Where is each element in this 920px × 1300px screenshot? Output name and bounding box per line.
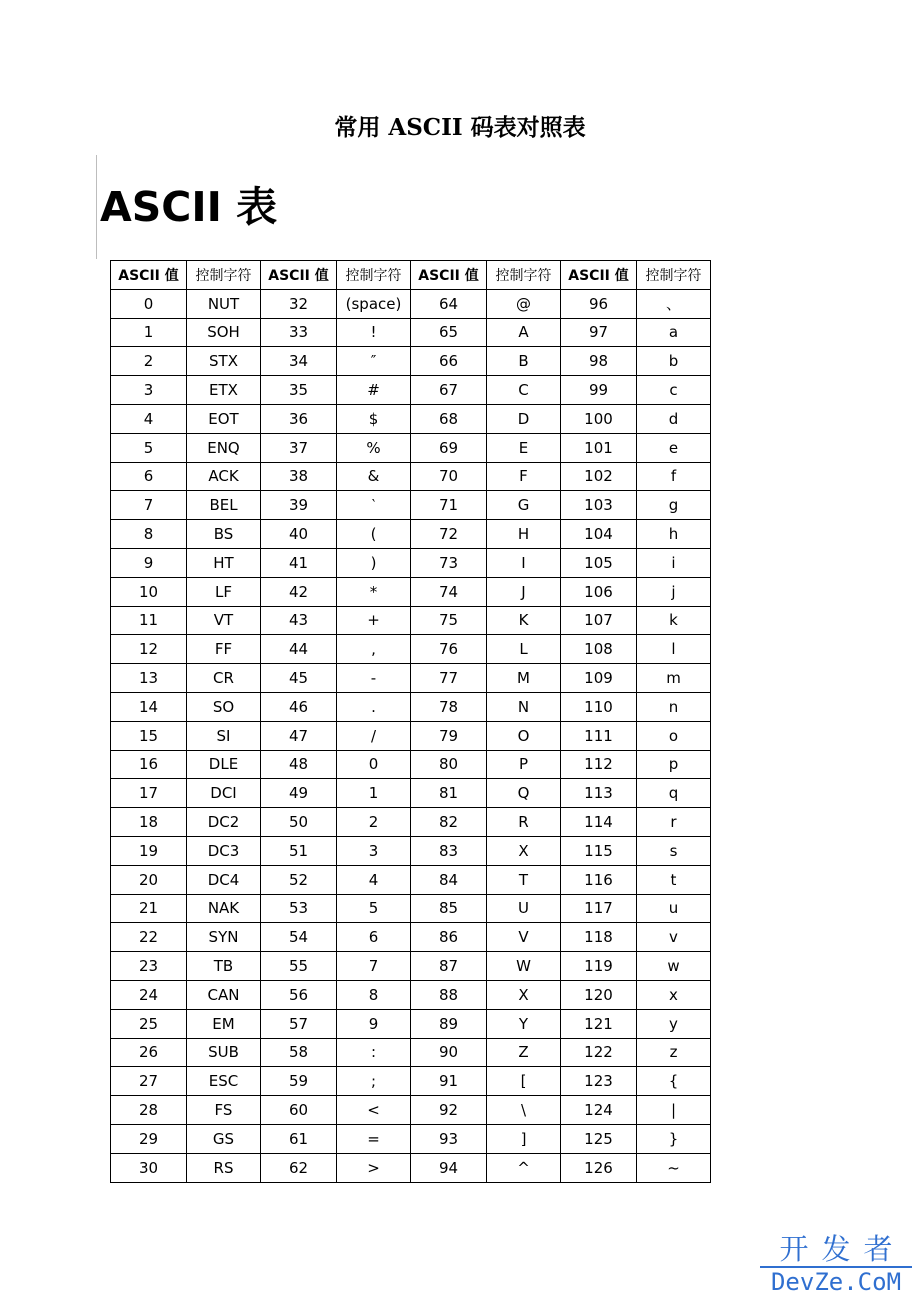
ascii-value-cell: 69 bbox=[411, 433, 487, 462]
control-char-cell: m bbox=[637, 664, 711, 693]
control-char-cell: ) bbox=[337, 548, 411, 577]
ascii-value-cell: 25 bbox=[111, 1009, 187, 1038]
table-body bbox=[111, 289, 711, 1182]
table-row bbox=[111, 289, 711, 318]
ascii-value-cell: 48 bbox=[261, 750, 337, 779]
ascii-value-cell: 71 bbox=[411, 491, 487, 520]
control-char-cell: CR bbox=[187, 664, 261, 693]
table-row bbox=[111, 894, 711, 923]
control-char-cell: w bbox=[637, 952, 711, 981]
table-row bbox=[111, 952, 711, 981]
ascii-table bbox=[110, 260, 711, 1183]
table-row bbox=[111, 923, 711, 952]
ascii-value-cell: 80 bbox=[411, 750, 487, 779]
ascii-value-cell: 9 bbox=[111, 548, 187, 577]
control-char-cell: ; bbox=[337, 1067, 411, 1096]
ascii-value-cell: 22 bbox=[111, 923, 187, 952]
control-char-cell: V bbox=[487, 923, 561, 952]
control-char-cell: 、 bbox=[637, 289, 711, 318]
control-char-cell: c bbox=[637, 376, 711, 405]
control-char-cell: x bbox=[637, 980, 711, 1009]
table-row bbox=[111, 1153, 711, 1182]
control-char-cell: C bbox=[487, 376, 561, 405]
ascii-value-cell: 120 bbox=[561, 980, 637, 1009]
ascii-value-cell: 91 bbox=[411, 1067, 487, 1096]
ascii-value-cell: 89 bbox=[411, 1009, 487, 1038]
control-char-cell: - bbox=[337, 664, 411, 693]
section-heading: ASCII 表 bbox=[100, 183, 278, 231]
ascii-value-cell: 107 bbox=[561, 606, 637, 635]
ascii-value-cell: 21 bbox=[111, 894, 187, 923]
ascii-value-cell: 12 bbox=[111, 635, 187, 664]
ascii-value-cell: 0 bbox=[111, 289, 187, 318]
control-char-cell: : bbox=[337, 1038, 411, 1067]
control-char-cell: N bbox=[487, 692, 561, 721]
column-header-ascii-value: ASCII 值 bbox=[411, 261, 487, 290]
ascii-value-cell: 79 bbox=[411, 721, 487, 750]
control-char-cell: X bbox=[487, 836, 561, 865]
ascii-value-cell: 57 bbox=[261, 1009, 337, 1038]
ascii-value-cell: 39 bbox=[261, 491, 337, 520]
ascii-value-cell: 119 bbox=[561, 952, 637, 981]
ascii-value-cell: 116 bbox=[561, 865, 637, 894]
control-char-cell: # bbox=[337, 376, 411, 405]
ascii-value-cell: 121 bbox=[561, 1009, 637, 1038]
control-char-cell: GS bbox=[187, 1124, 261, 1153]
ascii-value-cell: 53 bbox=[261, 894, 337, 923]
ascii-value-cell: 73 bbox=[411, 548, 487, 577]
table-row bbox=[111, 376, 711, 405]
ascii-value-cell: 55 bbox=[261, 952, 337, 981]
control-char-cell: 3 bbox=[337, 836, 411, 865]
ascii-value-cell: 65 bbox=[411, 318, 487, 347]
ascii-value-cell: 85 bbox=[411, 894, 487, 923]
control-char-cell: ! bbox=[337, 318, 411, 347]
ascii-value-cell: 42 bbox=[261, 577, 337, 606]
control-char-cell: q bbox=[637, 779, 711, 808]
ascii-value-cell: 96 bbox=[561, 289, 637, 318]
control-char-cell: Z bbox=[487, 1038, 561, 1067]
ascii-value-cell: 106 bbox=[561, 577, 637, 606]
table-row bbox=[111, 1067, 711, 1096]
control-char-cell: i bbox=[637, 548, 711, 577]
ascii-value-cell: 67 bbox=[411, 376, 487, 405]
ascii-value-cell: 83 bbox=[411, 836, 487, 865]
control-char-cell: DC4 bbox=[187, 865, 261, 894]
control-char-cell: 1 bbox=[337, 779, 411, 808]
control-char-cell: h bbox=[637, 520, 711, 549]
ascii-value-cell: 125 bbox=[561, 1124, 637, 1153]
control-char-cell: 5 bbox=[337, 894, 411, 923]
control-char-cell: ETX bbox=[187, 376, 261, 405]
ascii-value-cell: 93 bbox=[411, 1124, 487, 1153]
column-header-ascii-value: ASCII 值 bbox=[111, 261, 187, 290]
ascii-value-cell: 37 bbox=[261, 433, 337, 462]
table-row bbox=[111, 865, 711, 894]
control-char-cell: 2 bbox=[337, 808, 411, 837]
ascii-value-cell: 5 bbox=[111, 433, 187, 462]
control-char-cell: FF bbox=[187, 635, 261, 664]
ascii-value-cell: 32 bbox=[261, 289, 337, 318]
control-char-cell: L bbox=[487, 635, 561, 664]
control-char-cell: + bbox=[337, 606, 411, 635]
table-row bbox=[111, 347, 711, 376]
table-row bbox=[111, 664, 711, 693]
control-char-cell: 8 bbox=[337, 980, 411, 1009]
control-char-cell: y bbox=[637, 1009, 711, 1038]
control-char-cell: B bbox=[487, 347, 561, 376]
control-char-cell: f bbox=[637, 462, 711, 491]
column-header-ascii-value: ASCII 值 bbox=[261, 261, 337, 290]
control-char-cell: v bbox=[637, 923, 711, 952]
control-char-cell: Q bbox=[487, 779, 561, 808]
ascii-value-cell: 40 bbox=[261, 520, 337, 549]
control-char-cell: R bbox=[487, 808, 561, 837]
control-char-cell: | bbox=[637, 1096, 711, 1125]
control-char-cell: BS bbox=[187, 520, 261, 549]
control-char-cell: EM bbox=[187, 1009, 261, 1038]
ascii-value-cell: 118 bbox=[561, 923, 637, 952]
control-char-cell: ^ bbox=[487, 1153, 561, 1182]
ascii-value-cell: 33 bbox=[261, 318, 337, 347]
column-header-control-char: 控制字符 bbox=[487, 261, 561, 290]
control-char-cell: P bbox=[487, 750, 561, 779]
control-char-cell: F bbox=[487, 462, 561, 491]
control-char-cell: BEL bbox=[187, 491, 261, 520]
control-char-cell: 7 bbox=[337, 952, 411, 981]
control-char-cell: K bbox=[487, 606, 561, 635]
control-char-cell: \ bbox=[487, 1096, 561, 1125]
table-row bbox=[111, 548, 711, 577]
ascii-value-cell: 105 bbox=[561, 548, 637, 577]
control-char-cell: (space) bbox=[337, 289, 411, 318]
ascii-value-cell: 43 bbox=[261, 606, 337, 635]
ascii-value-cell: 6 bbox=[111, 462, 187, 491]
control-char-cell: 9 bbox=[337, 1009, 411, 1038]
control-char-cell: < bbox=[337, 1096, 411, 1125]
margin-rule bbox=[96, 155, 97, 259]
ascii-value-cell: 20 bbox=[111, 865, 187, 894]
control-char-cell: u bbox=[637, 894, 711, 923]
ascii-value-cell: 84 bbox=[411, 865, 487, 894]
control-char-cell: H bbox=[487, 520, 561, 549]
ascii-value-cell: 16 bbox=[111, 750, 187, 779]
ascii-value-cell: 72 bbox=[411, 520, 487, 549]
ascii-value-cell: 90 bbox=[411, 1038, 487, 1067]
control-char-cell: O bbox=[487, 721, 561, 750]
control-char-cell: , bbox=[337, 635, 411, 664]
ascii-value-cell: 100 bbox=[561, 404, 637, 433]
control-char-cell: DC3 bbox=[187, 836, 261, 865]
control-char-cell: X bbox=[487, 980, 561, 1009]
table-row bbox=[111, 635, 711, 664]
control-char-cell: ″ bbox=[337, 347, 411, 376]
control-char-cell: SOH bbox=[187, 318, 261, 347]
control-char-cell: DLE bbox=[187, 750, 261, 779]
control-char-cell: g bbox=[637, 491, 711, 520]
control-char-cell: M bbox=[487, 664, 561, 693]
control-char-cell: p bbox=[637, 750, 711, 779]
control-char-cell: @ bbox=[487, 289, 561, 318]
ascii-value-cell: 92 bbox=[411, 1096, 487, 1125]
table-header-row bbox=[111, 261, 711, 290]
ascii-value-cell: 86 bbox=[411, 923, 487, 952]
ascii-value-cell: 56 bbox=[261, 980, 337, 1009]
ascii-value-cell: 17 bbox=[111, 779, 187, 808]
watermark-cn-text: 开发者 bbox=[779, 1232, 906, 1266]
control-char-cell: b bbox=[637, 347, 711, 376]
ascii-value-cell: 35 bbox=[261, 376, 337, 405]
ascii-value-cell: 34 bbox=[261, 347, 337, 376]
ascii-value-cell: 13 bbox=[111, 664, 187, 693]
control-char-cell: t bbox=[637, 865, 711, 894]
control-char-cell: > bbox=[337, 1153, 411, 1182]
table-row bbox=[111, 692, 711, 721]
ascii-value-cell: 76 bbox=[411, 635, 487, 664]
control-char-cell: SO bbox=[187, 692, 261, 721]
control-char-cell: e bbox=[637, 433, 711, 462]
control-char-cell: l bbox=[637, 635, 711, 664]
ascii-value-cell: 104 bbox=[561, 520, 637, 549]
ascii-value-cell: 50 bbox=[261, 808, 337, 837]
ascii-value-cell: 38 bbox=[261, 462, 337, 491]
ascii-value-cell: 58 bbox=[261, 1038, 337, 1067]
control-char-cell: FS bbox=[187, 1096, 261, 1125]
ascii-value-cell: 45 bbox=[261, 664, 337, 693]
control-char-cell: DC2 bbox=[187, 808, 261, 837]
ascii-value-cell: 47 bbox=[261, 721, 337, 750]
control-char-cell: SYN bbox=[187, 923, 261, 952]
ascii-value-cell: 11 bbox=[111, 606, 187, 635]
ascii-value-cell: 117 bbox=[561, 894, 637, 923]
document-title: 常用 ASCII 码表对照表 bbox=[334, 114, 586, 141]
control-char-cell: j bbox=[637, 577, 711, 606]
control-char-cell: 6 bbox=[337, 923, 411, 952]
ascii-value-cell: 109 bbox=[561, 664, 637, 693]
table-row bbox=[111, 491, 711, 520]
ascii-value-cell: 36 bbox=[261, 404, 337, 433]
ascii-value-cell: 26 bbox=[111, 1038, 187, 1067]
control-char-cell: r bbox=[637, 808, 711, 837]
control-char-cell: ENQ bbox=[187, 433, 261, 462]
control-char-cell: SUB bbox=[187, 1038, 261, 1067]
ascii-value-cell: 114 bbox=[561, 808, 637, 837]
ascii-value-cell: 75 bbox=[411, 606, 487, 635]
control-char-cell: / bbox=[337, 721, 411, 750]
control-char-cell: { bbox=[637, 1067, 711, 1096]
ascii-value-cell: 66 bbox=[411, 347, 487, 376]
ascii-value-cell: 60 bbox=[261, 1096, 337, 1125]
control-char-cell: Y bbox=[487, 1009, 561, 1038]
control-char-cell: n bbox=[637, 692, 711, 721]
control-char-cell: I bbox=[487, 548, 561, 577]
table-row bbox=[111, 462, 711, 491]
ascii-value-cell: 81 bbox=[411, 779, 487, 808]
control-char-cell: ( bbox=[337, 520, 411, 549]
table-row bbox=[111, 404, 711, 433]
ascii-value-cell: 24 bbox=[111, 980, 187, 1009]
ascii-value-cell: 10 bbox=[111, 577, 187, 606]
control-char-cell: STX bbox=[187, 347, 261, 376]
ascii-value-cell: 61 bbox=[261, 1124, 337, 1153]
control-char-cell: 0 bbox=[337, 750, 411, 779]
control-char-cell: SI bbox=[187, 721, 261, 750]
column-header-control-char: 控制字符 bbox=[337, 261, 411, 290]
control-char-cell: } bbox=[637, 1124, 711, 1153]
table-row bbox=[111, 836, 711, 865]
control-char-cell: EOT bbox=[187, 404, 261, 433]
ascii-value-cell: 19 bbox=[111, 836, 187, 865]
ascii-value-cell: 18 bbox=[111, 808, 187, 837]
control-char-cell: . bbox=[337, 692, 411, 721]
ascii-value-cell: 70 bbox=[411, 462, 487, 491]
ascii-value-cell: 78 bbox=[411, 692, 487, 721]
table-row bbox=[111, 980, 711, 1009]
ascii-value-cell: 113 bbox=[561, 779, 637, 808]
control-char-cell: ‵ bbox=[337, 491, 411, 520]
ascii-value-cell: 46 bbox=[261, 692, 337, 721]
table-row bbox=[111, 779, 711, 808]
control-char-cell: ] bbox=[487, 1124, 561, 1153]
control-char-cell: NAK bbox=[187, 894, 261, 923]
ascii-value-cell: 122 bbox=[561, 1038, 637, 1067]
ascii-value-cell: 28 bbox=[111, 1096, 187, 1125]
control-char-cell: W bbox=[487, 952, 561, 981]
ascii-value-cell: 87 bbox=[411, 952, 487, 981]
ascii-value-cell: 82 bbox=[411, 808, 487, 837]
column-header-ascii-value: ASCII 值 bbox=[561, 261, 637, 290]
control-char-cell: U bbox=[487, 894, 561, 923]
ascii-value-cell: 52 bbox=[261, 865, 337, 894]
control-char-cell: k bbox=[637, 606, 711, 635]
control-char-cell: s bbox=[637, 836, 711, 865]
table-row bbox=[111, 318, 711, 347]
control-char-cell: ACK bbox=[187, 462, 261, 491]
ascii-value-cell: 15 bbox=[111, 721, 187, 750]
control-char-cell: * bbox=[337, 577, 411, 606]
ascii-value-cell: 110 bbox=[561, 692, 637, 721]
table-row bbox=[111, 721, 711, 750]
control-char-cell: $ bbox=[337, 404, 411, 433]
ascii-value-cell: 74 bbox=[411, 577, 487, 606]
ascii-value-cell: 102 bbox=[561, 462, 637, 491]
ascii-value-cell: 4 bbox=[111, 404, 187, 433]
ascii-value-cell: 1 bbox=[111, 318, 187, 347]
ascii-value-cell: 54 bbox=[261, 923, 337, 952]
control-char-cell: A bbox=[487, 318, 561, 347]
ascii-value-cell: 112 bbox=[561, 750, 637, 779]
table-row bbox=[111, 577, 711, 606]
ascii-value-cell: 51 bbox=[261, 836, 337, 865]
ascii-value-cell: 27 bbox=[111, 1067, 187, 1096]
control-char-cell: d bbox=[637, 404, 711, 433]
control-char-cell: VT bbox=[187, 606, 261, 635]
table-row bbox=[111, 1038, 711, 1067]
ascii-value-cell: 108 bbox=[561, 635, 637, 664]
ascii-value-cell: 123 bbox=[561, 1067, 637, 1096]
ascii-value-cell: 97 bbox=[561, 318, 637, 347]
control-char-cell: LF bbox=[187, 577, 261, 606]
ascii-value-cell: 64 bbox=[411, 289, 487, 318]
ascii-value-cell: 23 bbox=[111, 952, 187, 981]
table-row bbox=[111, 433, 711, 462]
column-header-control-char: 控制字符 bbox=[637, 261, 711, 290]
ascii-value-cell: 99 bbox=[561, 376, 637, 405]
control-char-cell: = bbox=[337, 1124, 411, 1153]
ascii-value-cell: 14 bbox=[111, 692, 187, 721]
control-char-cell: T bbox=[487, 865, 561, 894]
table-row bbox=[111, 750, 711, 779]
ascii-value-cell: 7 bbox=[111, 491, 187, 520]
control-char-cell: D bbox=[487, 404, 561, 433]
table-row bbox=[111, 1124, 711, 1153]
control-char-cell: NUT bbox=[187, 289, 261, 318]
control-char-cell: % bbox=[337, 433, 411, 462]
ascii-value-cell: 94 bbox=[411, 1153, 487, 1182]
ascii-value-cell: 49 bbox=[261, 779, 337, 808]
ascii-value-cell: 59 bbox=[261, 1067, 337, 1096]
column-header-control-char: 控制字符 bbox=[187, 261, 261, 290]
control-char-cell: CAN bbox=[187, 980, 261, 1009]
watermark-logo bbox=[760, 1232, 912, 1296]
ascii-value-cell: 29 bbox=[111, 1124, 187, 1153]
control-char-cell: TB bbox=[187, 952, 261, 981]
control-char-cell: J bbox=[487, 577, 561, 606]
control-char-cell: HT bbox=[187, 548, 261, 577]
ascii-value-cell: 68 bbox=[411, 404, 487, 433]
control-char-cell: a bbox=[637, 318, 711, 347]
ascii-value-cell: 124 bbox=[561, 1096, 637, 1125]
watermark-en-text: DevZe.CoM bbox=[760, 1266, 912, 1296]
control-char-cell: ~ bbox=[637, 1153, 711, 1182]
control-char-cell: ESC bbox=[187, 1067, 261, 1096]
ascii-value-cell: 77 bbox=[411, 664, 487, 693]
ascii-value-cell: 103 bbox=[561, 491, 637, 520]
ascii-value-cell: 8 bbox=[111, 520, 187, 549]
control-char-cell: o bbox=[637, 721, 711, 750]
ascii-value-cell: 115 bbox=[561, 836, 637, 865]
control-char-cell: 4 bbox=[337, 865, 411, 894]
ascii-value-cell: 101 bbox=[561, 433, 637, 462]
control-char-cell: E bbox=[487, 433, 561, 462]
ascii-value-cell: 3 bbox=[111, 376, 187, 405]
control-char-cell: z bbox=[637, 1038, 711, 1067]
ascii-value-cell: 44 bbox=[261, 635, 337, 664]
control-char-cell: RS bbox=[187, 1153, 261, 1182]
control-char-cell: & bbox=[337, 462, 411, 491]
control-char-cell: DCI bbox=[187, 779, 261, 808]
ascii-value-cell: 62 bbox=[261, 1153, 337, 1182]
ascii-value-cell: 2 bbox=[111, 347, 187, 376]
ascii-value-cell: 98 bbox=[561, 347, 637, 376]
table-row bbox=[111, 520, 711, 549]
ascii-value-cell: 111 bbox=[561, 721, 637, 750]
ascii-value-cell: 30 bbox=[111, 1153, 187, 1182]
ascii-value-cell: 126 bbox=[561, 1153, 637, 1182]
control-char-cell: G bbox=[487, 491, 561, 520]
table-row bbox=[111, 808, 711, 837]
ascii-value-cell: 88 bbox=[411, 980, 487, 1009]
control-char-cell: [ bbox=[487, 1067, 561, 1096]
table-row bbox=[111, 1009, 711, 1038]
table-row bbox=[111, 606, 711, 635]
ascii-value-cell: 41 bbox=[261, 548, 337, 577]
table-row bbox=[111, 1096, 711, 1125]
